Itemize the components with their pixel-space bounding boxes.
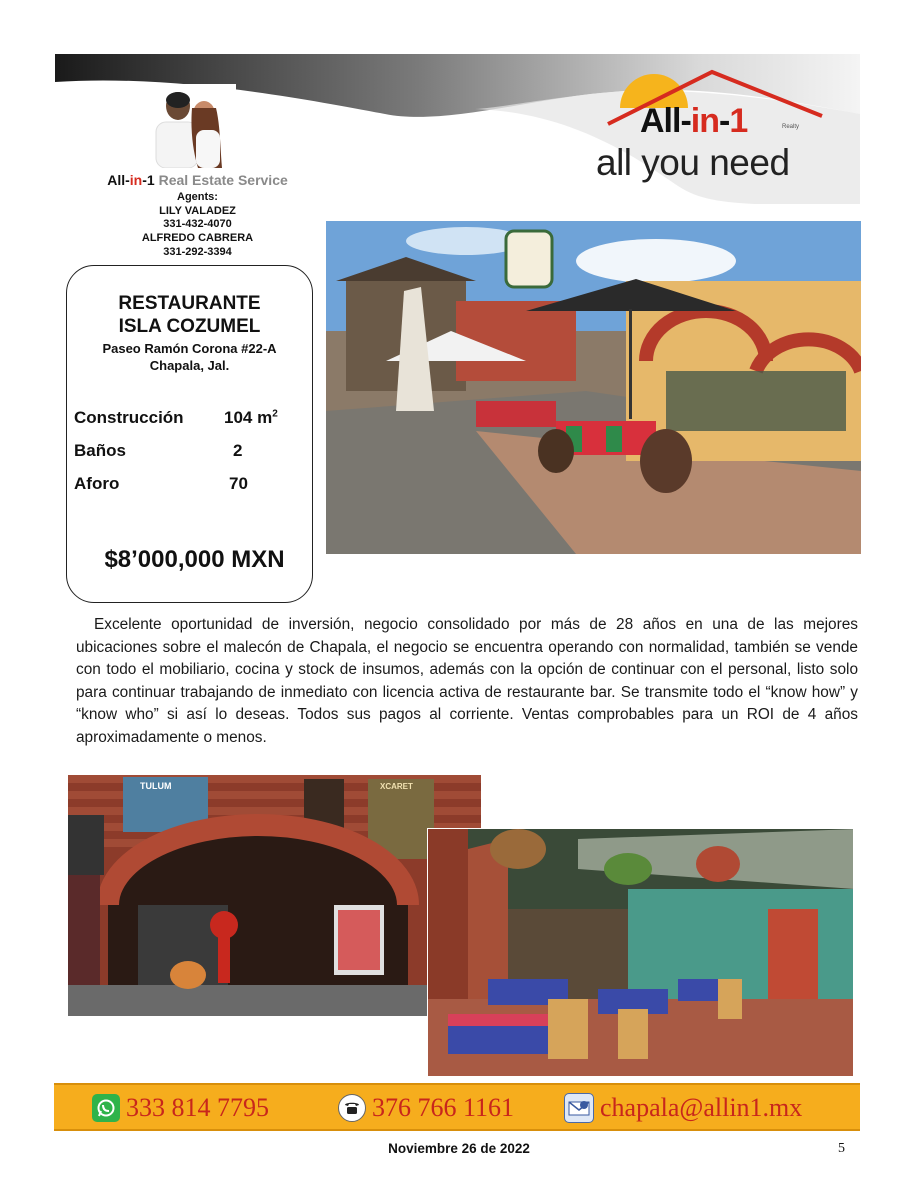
spec-label-aforo: Aforo — [74, 474, 120, 493]
spec-value-aforo: 70 — [229, 474, 248, 493]
spec-value-construccion-number: 104 m — [224, 408, 273, 427]
agent-name-2: ALFREDO CABRERA — [141, 232, 254, 244]
brand-rest: Real Estate Service — [154, 172, 288, 188]
logo-wordmark — [640, 102, 747, 141]
spec-value-construccion-sup: 2 — [272, 408, 278, 420]
listing-title-line1: RESTAURANTE — [118, 293, 261, 314]
email-icon — [564, 1093, 594, 1123]
listing-title-line2: ISLA COZUMEL — [118, 316, 261, 337]
logo-dash: - — [719, 102, 730, 140]
listing-address-line2: Chapala, Jal. — [149, 358, 230, 373]
listing-address-line1: Paseo Ramón Corona #22-A — [102, 341, 277, 356]
xcaret-sign: XCARET — [380, 782, 413, 791]
logo-in: in — [690, 102, 719, 140]
logo-small: Realty — [782, 124, 800, 130]
page-number: 5 — [838, 1141, 845, 1156]
brand-in: in — [129, 172, 143, 188]
telephone-icon — [338, 1094, 366, 1122]
logo-one: 1 — [729, 102, 748, 140]
footer-date: Noviembre 26 de 2022 — [388, 1141, 530, 1156]
whatsapp-contact[interactable] — [92, 1093, 269, 1123]
agent-name-1: LILY VALADEZ — [159, 205, 236, 217]
listing-price: $8’000,000 MXN — [104, 546, 285, 573]
tulum-sign: TULUM — [140, 781, 172, 791]
spec-value-banos: 2 — [233, 441, 243, 460]
agents-heading: Agents: — [177, 191, 218, 203]
phone-number: 376 766 1161 — [372, 1093, 515, 1122]
brand-one: -1 — [142, 172, 155, 188]
whatsapp-icon — [92, 1094, 120, 1122]
agent-phone-2: 331-292-3394 — [163, 246, 232, 258]
agent-phone-1: 331-432-4070 — [163, 218, 232, 230]
brand-line — [70, 172, 325, 188]
bar-photo — [68, 775, 481, 1016]
company-logo — [588, 62, 848, 192]
phone-contact[interactable] — [338, 1093, 514, 1123]
brand-all: All- — [107, 172, 130, 188]
spec-value-construccion — [224, 408, 278, 428]
spec-label-construccion: Construcción — [74, 408, 184, 427]
dining-photo — [427, 828, 854, 1077]
logo-tagline: all you need — [596, 142, 790, 183]
spec-label-banos: Baños — [74, 441, 126, 460]
logo-all: All- — [640, 102, 691, 140]
whatsapp-number: 333 814 7795 — [126, 1093, 269, 1122]
email-address: chapala@allin1.mx — [600, 1093, 803, 1122]
email-contact[interactable] — [564, 1093, 802, 1123]
storefront-photo — [326, 221, 861, 554]
listing-description: Excelente oportunidad de inversión, negocio consolidado por más de 28 años en una de las mejores ubicaciones sobre el malecón de Chapala, el negocio se encuentra operando con normalidad, también se vende con todo el mobiliario, cocina y stock de insumos, además con la opción de continuar con el personal, listo solo para continuar trabajando de inmediato con licencia activa de restaurante bar. Se transmite todo el “know how” y “know who” si así lo deseas. Todos sus pagos al corriente. Ventas comprobables para un ROI de 4 años aproximadamente o menos. — [76, 616, 858, 746]
agents-photo — [138, 84, 236, 168]
